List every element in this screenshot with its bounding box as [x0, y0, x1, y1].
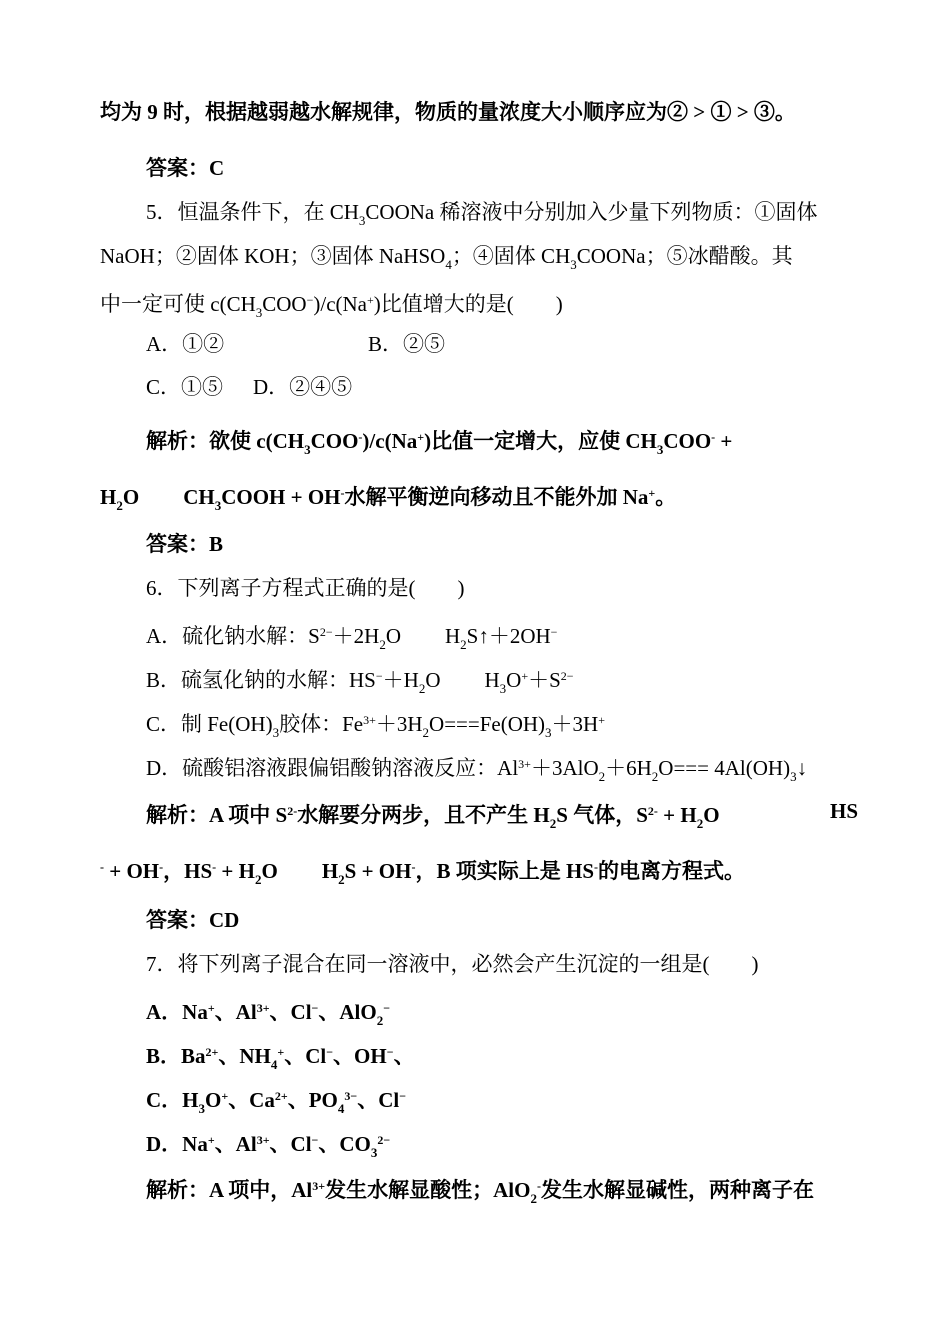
subscript: 2: [379, 637, 386, 652]
superscript: 3−: [344, 1089, 358, 1103]
text: ＋2H: [332, 624, 380, 648]
question-6-analysis: [146, 797, 720, 838]
answer-line: [146, 530, 223, 558]
question-7-option-d: [146, 1126, 390, 1167]
text: 、OH: [333, 1044, 387, 1068]
text: ；④固体 CH: [451, 244, 571, 268]
text: ，B 项实际上是 HS: [415, 859, 595, 883]
superscript: 3+: [312, 1179, 326, 1193]
text: D．Na: [146, 1132, 208, 1156]
text: + OH: [104, 859, 160, 883]
subscript: 3: [214, 498, 222, 513]
text: + H: [657, 803, 697, 827]
superscript: -: [340, 486, 345, 500]
subscript: 2: [338, 872, 345, 887]
text: 均为 9 时，根据越弱越水解规律，物质的量浓度大小顺序应为② > ① > ③。: [100, 100, 796, 124]
subscript: 3: [370, 1145, 378, 1160]
superscript: −: [325, 625, 333, 639]
question-6-analysis: [830, 797, 858, 825]
text: 的电离方程式。: [598, 859, 746, 883]
text: D．硫酸铝溶液跟偏铝酸钠溶液反应：Al: [146, 756, 519, 780]
superscript: 2−: [560, 669, 574, 683]
text: 、Al: [214, 1132, 257, 1156]
question-5-options: [146, 330, 224, 358]
subscript: 2: [549, 816, 557, 831]
superscript: 2−: [377, 1133, 391, 1147]
subscript: 4: [337, 1101, 345, 1116]
subscript: 2: [651, 769, 659, 784]
text: O: [261, 859, 278, 883]
superscript: −: [383, 1001, 391, 1015]
option-d: D．②④⑤: [253, 375, 353, 399]
question-6-stem: [146, 574, 465, 602]
question-5-stem: [100, 286, 563, 327]
subscript: 3: [304, 442, 311, 457]
text: +: [715, 429, 733, 453]
question-7-option-a: [146, 994, 390, 1035]
subscript: 3: [790, 769, 797, 784]
text: O===Fe(OH): [429, 712, 546, 736]
text: 5．恒温条件下，在 CH: [146, 200, 359, 224]
question-6-option-d: [146, 750, 807, 791]
subscript: 3: [272, 725, 280, 740]
text: 。: [655, 485, 677, 509]
text: )比值增大的是( ): [373, 292, 563, 316]
superscript: −: [386, 1045, 394, 1059]
text: 、Cl: [284, 1044, 327, 1068]
option-b: B．②⑤: [368, 332, 446, 356]
text: 解析：A 项中，Al: [146, 1178, 313, 1202]
superscript: 3+: [256, 1001, 270, 1015]
text: 解析：A 项中 S: [146, 803, 288, 827]
text: ＋S: [528, 668, 561, 692]
superscript: +: [367, 293, 374, 307]
superscript: −: [326, 1045, 334, 1059]
question-7-analysis: [146, 1172, 814, 1213]
superscript: +: [221, 1089, 229, 1103]
text: COO: [663, 429, 712, 453]
subscript: 2: [254, 872, 262, 887]
text: CH: [183, 485, 215, 509]
subscript: 2: [530, 1191, 537, 1206]
superscript: -: [159, 860, 164, 874]
text: COONa；⑤冰醋酸。其: [576, 244, 793, 268]
text: 发生水解显酸性；AlO: [325, 1178, 531, 1202]
question-6-analysis: [100, 853, 745, 894]
superscript: −: [399, 1089, 407, 1103]
text: 、Al: [214, 1000, 257, 1024]
text: 中一定可使 c(CH: [100, 292, 256, 316]
answer-text: 答案：C: [146, 156, 225, 180]
question-5-options: [368, 330, 445, 358]
text: 、AlO: [318, 1000, 377, 1024]
subscript: 3: [545, 725, 552, 740]
superscript: 3+: [518, 757, 531, 771]
text: O=== 4Al(OH): [658, 756, 791, 780]
answer-text: 答案：CD: [146, 908, 240, 932]
text: H: [321, 859, 339, 883]
superscript: -: [358, 430, 363, 444]
superscript: +: [598, 713, 605, 727]
answer-line: [146, 154, 224, 182]
option-a: A．①②: [146, 332, 225, 356]
text: S 气体，S: [556, 803, 648, 827]
superscript: -: [100, 860, 104, 874]
superscript: +: [207, 1001, 215, 1015]
text: B．Ba: [146, 1044, 206, 1068]
superscript: −: [306, 293, 314, 307]
subscript: 4: [445, 257, 452, 272]
text: )比值一定增大，应使 CH: [424, 429, 657, 453]
question-6-option-b: [146, 662, 574, 703]
text: 、: [393, 1044, 415, 1068]
text: 7．将下列离子混合在同一溶液中，必然会产生沉淀的一组是( ): [146, 952, 759, 976]
question-7-option-c: [146, 1082, 406, 1123]
question-6-option-a: [146, 618, 557, 659]
superscript: +: [207, 1133, 215, 1147]
superscript: +: [648, 486, 656, 500]
subscript: 2: [376, 1013, 384, 1028]
text: NaOH；②固体 KOH；③固体 NaHSO: [100, 244, 446, 268]
answer-text: 答案：B: [146, 532, 224, 556]
subscript: 2: [116, 498, 123, 513]
superscript: -: [411, 860, 416, 874]
text: ＋3H: [375, 712, 423, 736]
text: A．Na: [146, 1000, 208, 1024]
superscript: 3+: [363, 713, 376, 727]
option-c: C．①⑤: [146, 375, 224, 399]
superscript: −: [311, 1001, 319, 1015]
text: COONa 稀溶液中分别加入少量下列物质：①固体: [365, 200, 818, 224]
text: S↑＋2OH: [466, 624, 551, 648]
text: ＋6H: [605, 756, 652, 780]
superscript: -: [536, 1179, 541, 1193]
text: H: [444, 624, 461, 648]
superscript: 2-: [647, 804, 658, 818]
subscript: 2: [418, 681, 426, 696]
text: 发生水解显碱性，两种离子在: [540, 1178, 814, 1202]
text: 、NH: [218, 1044, 271, 1068]
superscript: −: [311, 1133, 319, 1147]
text: O: [205, 1088, 222, 1112]
text: H: [484, 668, 500, 692]
text: COO: [310, 429, 359, 453]
text: ＋H: [382, 668, 419, 692]
text: 、Ca: [228, 1088, 275, 1112]
text: ＋3H: [551, 712, 599, 736]
superscript: −: [550, 625, 558, 639]
question-5-options: [146, 373, 352, 401]
text: )/c(Na: [313, 292, 368, 316]
subscript: 2: [422, 725, 430, 740]
superscript: 2: [319, 625, 326, 639]
subscript: 2: [598, 769, 606, 784]
text: O: [385, 624, 401, 648]
text: B．硫氢化钠的水解：HS: [146, 668, 376, 692]
text: ＋3AlO: [530, 756, 599, 780]
text-line: [100, 98, 796, 126]
text: 、PO: [287, 1088, 338, 1112]
text: O: [425, 668, 441, 692]
text: 、CO: [318, 1132, 371, 1156]
subscript: 4: [270, 1057, 278, 1072]
text: 水解要分两步，且不产生 H: [297, 803, 550, 827]
question-7-option-b: [146, 1038, 415, 1079]
question-5-stem: [100, 242, 793, 279]
text: C．H: [146, 1088, 199, 1112]
text: 胶体：Fe: [279, 712, 364, 736]
superscript: 2+: [274, 1089, 288, 1103]
text: ，HS: [163, 859, 213, 883]
text: HS: [830, 799, 859, 823]
subscript: 2: [460, 637, 467, 652]
text: 、Cl: [269, 1132, 312, 1156]
question-6-option-c: [146, 706, 605, 747]
question-5-analysis: [146, 423, 732, 464]
question-7-stem: [146, 950, 758, 978]
subscript: 3: [570, 257, 577, 272]
text: 6．下列离子方程式正确的是( ): [146, 576, 465, 600]
text: + H: [216, 859, 255, 883]
superscript: 3+: [256, 1133, 270, 1147]
superscript: −: [375, 669, 383, 683]
text: ↓: [796, 756, 808, 780]
question-5-analysis: [100, 479, 676, 520]
text: )/c(Na: [362, 429, 418, 453]
superscript: -: [711, 430, 716, 444]
text: S + OH: [344, 859, 412, 883]
subscript: 3: [358, 213, 366, 228]
text: 、Cl: [357, 1088, 400, 1112]
text: 水解平衡逆向移动且不能外加 Na: [344, 485, 649, 509]
superscript: 2+: [205, 1045, 219, 1059]
text: 解析：欲使 c(CH: [146, 429, 305, 453]
subscript: 3: [198, 1101, 205, 1116]
superscript: +: [521, 669, 529, 683]
text: 、Cl: [269, 1000, 312, 1024]
text: O: [122, 485, 140, 509]
text: C．制 Fe(OH): [146, 712, 273, 736]
question-5-stem: [146, 198, 818, 235]
text: COO: [262, 292, 307, 316]
subscript: 2: [696, 816, 704, 831]
superscript: +: [277, 1045, 285, 1059]
answer-line: [146, 906, 239, 934]
text: O: [703, 803, 720, 827]
superscript: 2-: [287, 804, 298, 818]
text: O: [506, 668, 522, 692]
subscript: 3: [656, 442, 664, 457]
text: A．硫化钠水解：S: [146, 624, 320, 648]
text: COOH + OH: [221, 485, 341, 509]
superscript: +: [417, 430, 425, 444]
text: H: [100, 485, 117, 509]
subscript: 3: [255, 305, 263, 320]
subscript: 3: [499, 681, 507, 696]
superscript: -: [594, 860, 599, 874]
superscript: -: [212, 860, 217, 874]
